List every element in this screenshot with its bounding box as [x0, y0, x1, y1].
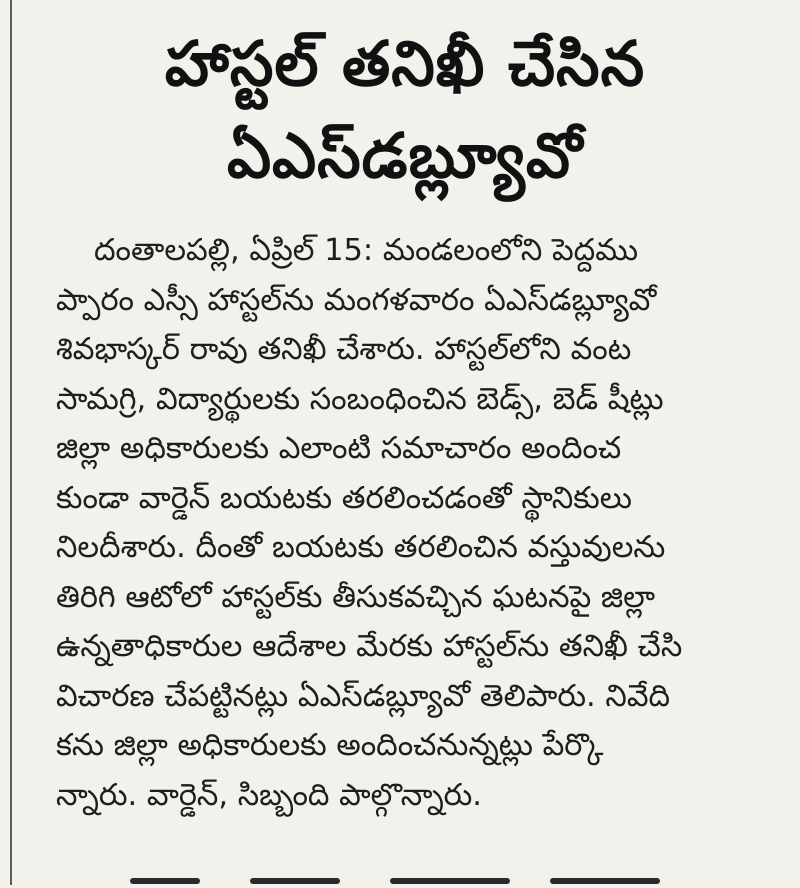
body-line: జిల్లా అధికారులకు ఎలాంటి సమాచారం అందించ: [56, 431, 622, 466]
body-line: ఉన్నతాధికారుల ఆదేశాల మేరకు హాస్టల్‌ను తనిఖీ చేసి: [56, 629, 683, 664]
article-body: [56, 226, 756, 820]
body-line: కను జిల్లా అధికారులకు అందించనున్నట్లు పేర్కొ: [56, 728, 604, 763]
cut-off-text-mark: [390, 878, 510, 884]
headline-line-1: హాస్టల్ తనిఖీ చేసిన: [164, 27, 646, 100]
cut-off-text-mark: [130, 878, 200, 884]
body-line: తిరిగి ఆటోలో హాస్టల్‌కు తీసుకవచ్చిన ఘటనపై జిల్లా: [56, 579, 656, 615]
body-line: నిలదీశారు. దీంతో బయటకు తరలించిన వస్తువులను: [56, 530, 666, 565]
body-line: కుండా వార్డెన్ బయటకు తరలించడంతో స్థానికులు: [56, 480, 632, 516]
body-line: దంతాలపల్లి, ఏప్రిల్ 15: మండలంలోని పెద్దము: [94, 233, 639, 268]
body-line: ప్పారం ఎస్సీ హాస్టల్‌ను మంగళవారం ఏఎస్‌డబ్ల్యూవో: [56, 282, 657, 318]
body-line: శివభాస్కర్ రావు తనిఖీ చేశారు. హాస్టల్‌లోని వంట: [56, 332, 632, 367]
headline: [30, 18, 780, 202]
cut-off-text-mark: [250, 878, 340, 884]
body-line: సామగ్రి, విద్యార్థులకు సంబంధించిన బెడ్స్, బెడ్ షీట్లు: [56, 381, 664, 417]
body-line: విచారణ చేపట్టినట్లు ఏఎస్‌డబ్ల్యూవో తెలిపారు. నివేది: [56, 678, 671, 714]
next-article-fragment: [130, 868, 730, 888]
body-line: న్నారు. వార్డెన్, సిబ్బంది పాల్గొన్నారు.: [56, 777, 482, 813]
headline-line-2: ఏఎస్‌డబ్ల్యూవో: [226, 119, 584, 192]
column-divider-rule: [10, 0, 12, 885]
cut-off-text-mark: [550, 878, 660, 884]
